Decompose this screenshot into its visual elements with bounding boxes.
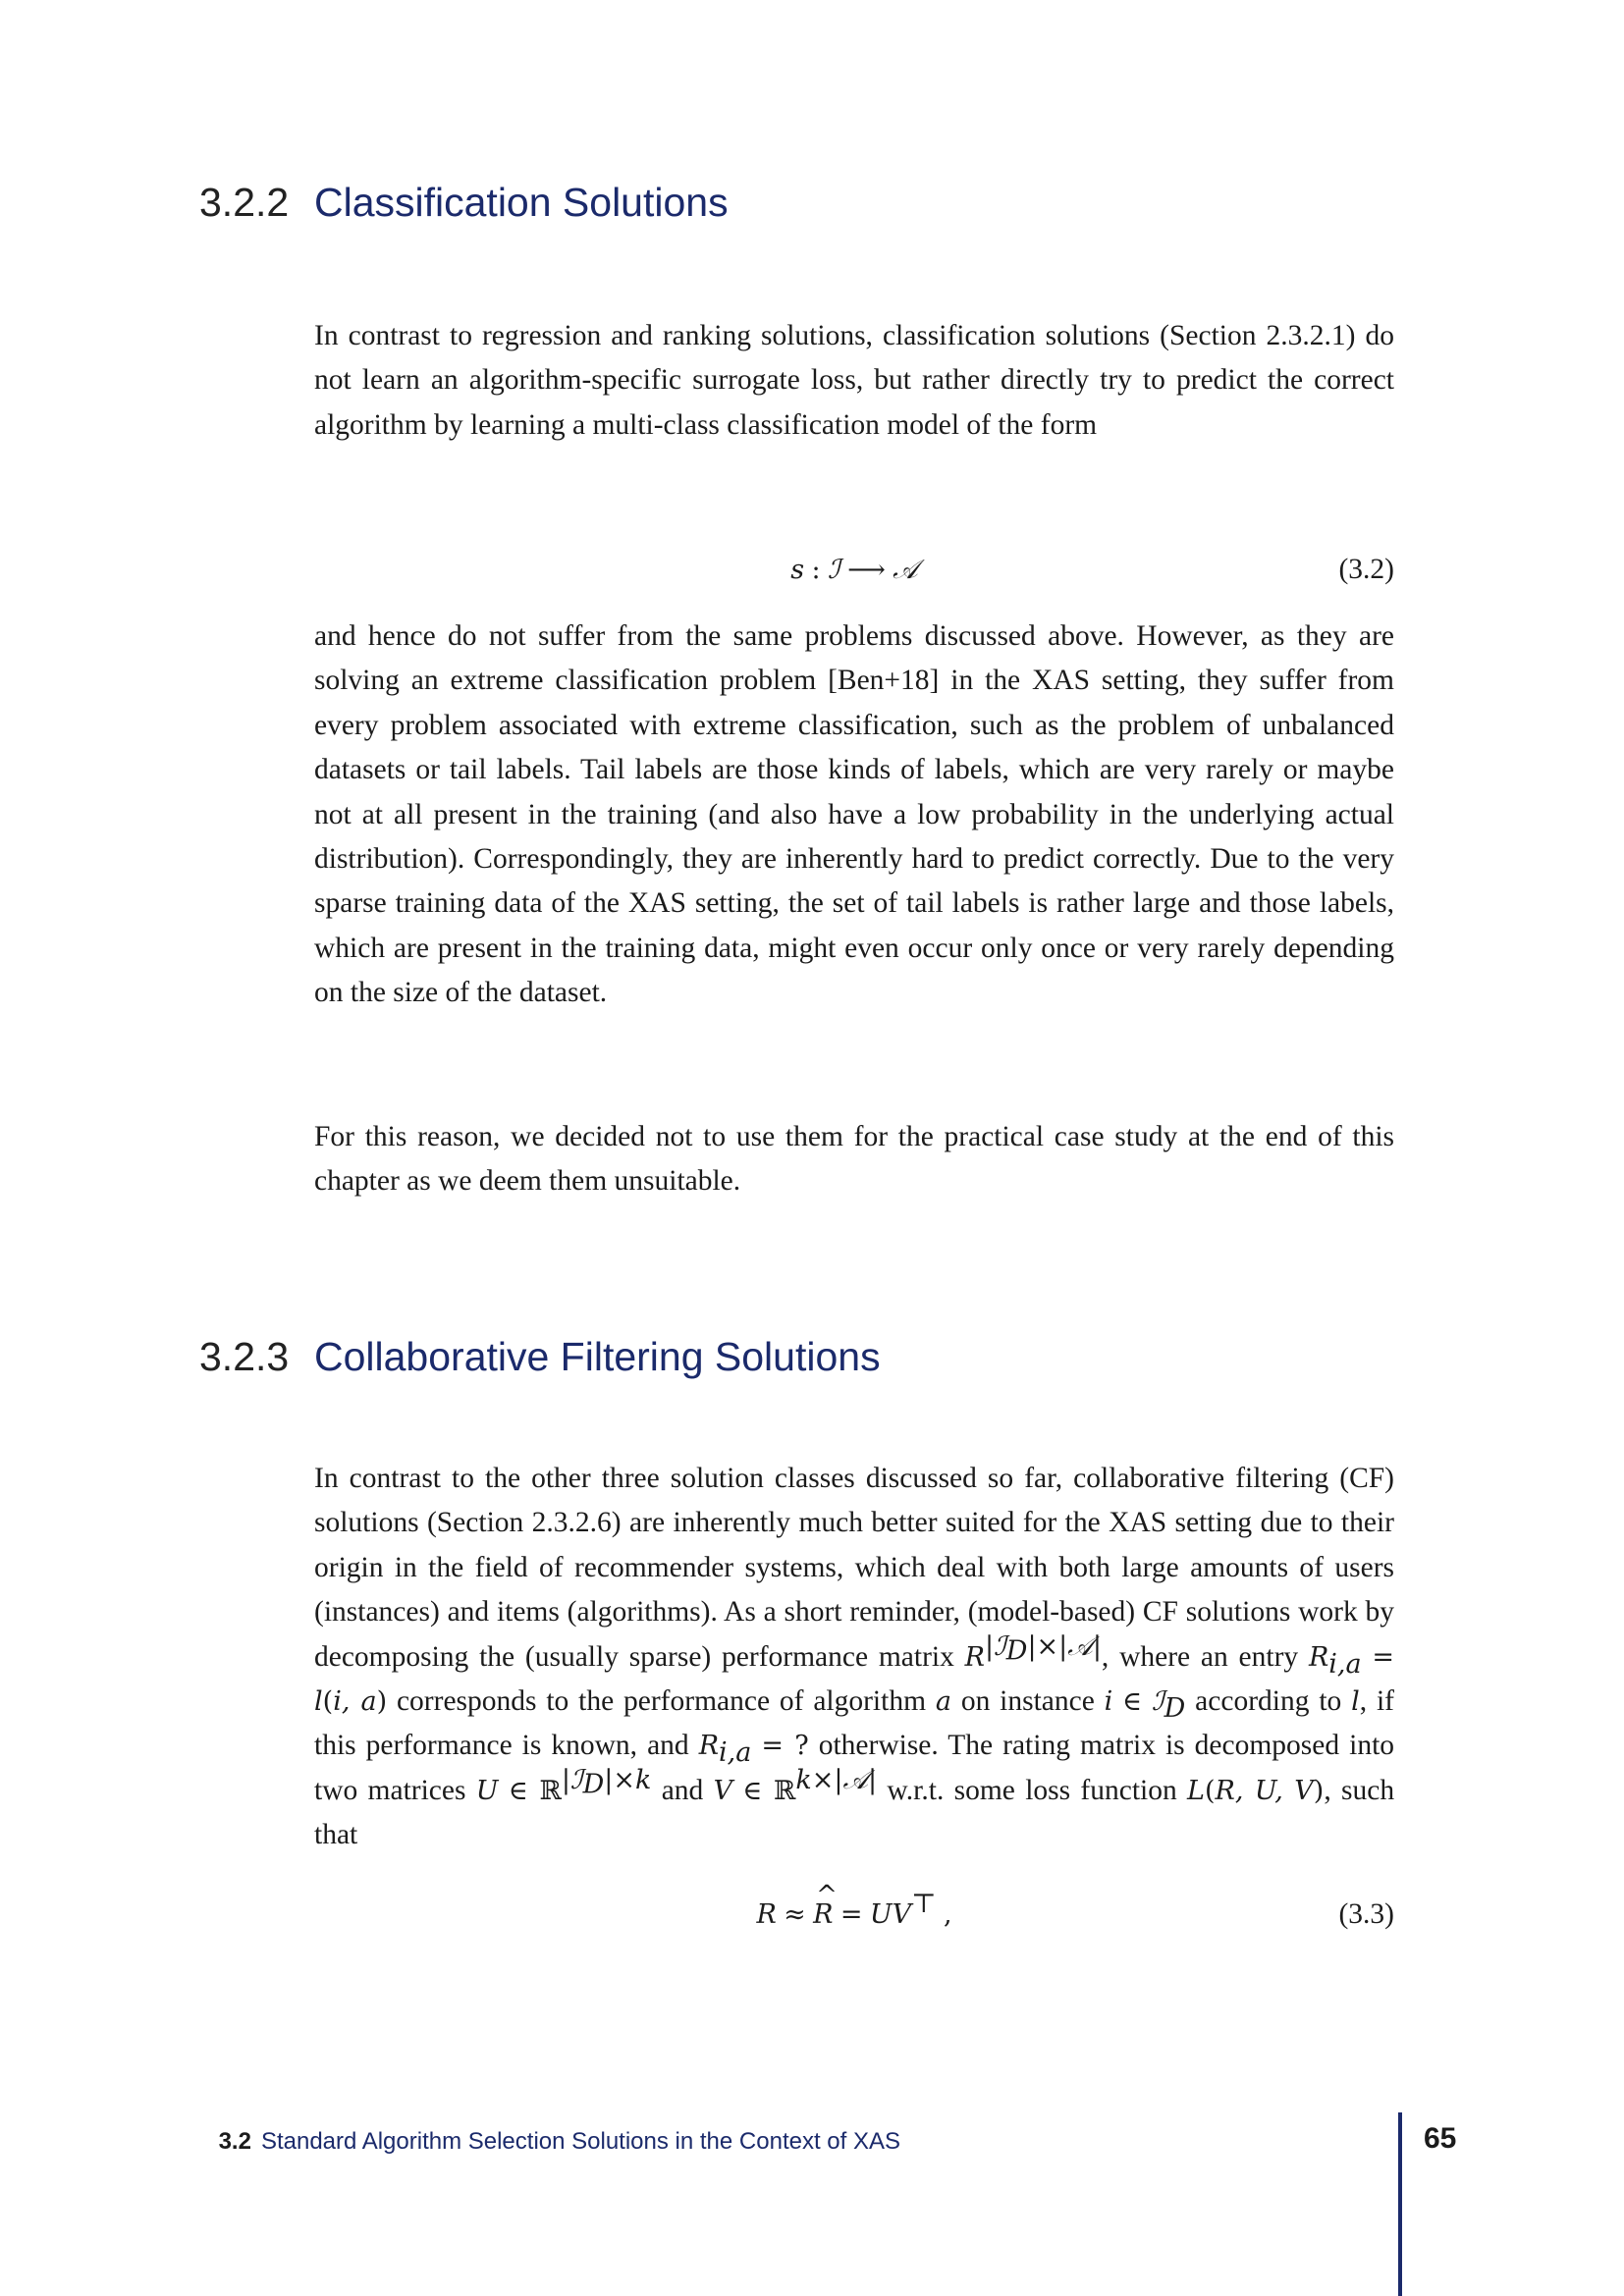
section-heading-3-2-2 — [199, 178, 729, 227]
section-title: Collaborative Filtering Solutions — [314, 1334, 881, 1379]
paragraph-classification-conclusion: For this reason, we decided not to use them for the practical case study at the end of this chapter as we deem them unsuitable. — [314, 1121, 1394, 1198]
paragraph-classification-problems: and hence do not suffer from the same problems discussed above. However, as they are solving an extreme classification problem [Ben+18] in the XAS setting, they suffer from every problem associated with extreme classification, such as the problem of unbalanced datasets or tail labels. Tail labels are those kinds of labels, which are very rarely or maybe not at all present in the training (and also have a low probability in the underlying actual distribution). Correspondingly, they are inherently hard to predict correctly. Due to the very sparse training data of the XAS setting, the set of tail labels is rather large and those labels, which are present in the training data, might even occur only once or very rarely depending on the size of the dataset. — [314, 620, 1394, 1009]
section-title: Classification Solutions — [314, 180, 729, 225]
paragraph-classification-intro: In contrast to regression and ranking solutions, classification solutions (Section 2.3.2.1) do not learn an algorithm-specific surrogate loss, but rather directly try to predict the correct algorithm by learning a multi-class classification model of the form — [314, 320, 1394, 441]
section-number: 3.2.2 — [199, 180, 290, 225]
equation-3-2 — [314, 545, 1394, 594]
paragraph-collaborative-filtering: In contrast to the other three solution classes discussed so far, collaborative filtering (CF) solutions (Section 2.3.2.6) are inherently much better suited for the XAS setting due to their origin in the field of recommender systems, which deal with both large amounts of users (instances) and items (algorithms). As a short reminder, (model-based) CF solutions work by decomposing the (usually sparse) performance matrix $R^{|ℐ_D|\times|𝒜|}$, where an entry $R_{i,a} = l(i$, a) corresponds to the performance of algorithm a on instance i ∈ ℐ$_D$ according to l, if this performance is known, and $R_{i,a}$ = ? otherwise. The rating matrix is decomposed into two matrices U ∈ ℝ$^{|ℐ_D|\times k}$ and V ∈ ℝ$^{k\times|𝒜|}$ w.r.t. some loss function L(R, U, V), such that — [314, 1463, 1395, 1851]
page-number: 65 — [1424, 2122, 1457, 2155]
equation-3-3 — [314, 1890, 1394, 1939]
page-margin-rule — [1398, 2112, 1402, 2296]
equation-number: (3.2) — [1338, 554, 1394, 585]
section-number: 3.2.3 — [199, 1334, 290, 1379]
equation-number: (3.3) — [1338, 1898, 1394, 1930]
section-heading-3-2-3 — [199, 1332, 881, 1381]
footer-section-title: Standard Algorithm Selection Solutions in the Context of XAS — [260, 2128, 900, 2155]
footer-section-number: 3.2 — [218, 2128, 251, 2155]
running-footer — [219, 2127, 900, 2157]
equation-body: R ≈ ^ R = UV⊤ , — [314, 1890, 1394, 1940]
equation-body: s : ℐ ⟶ 𝒜 — [790, 555, 918, 585]
